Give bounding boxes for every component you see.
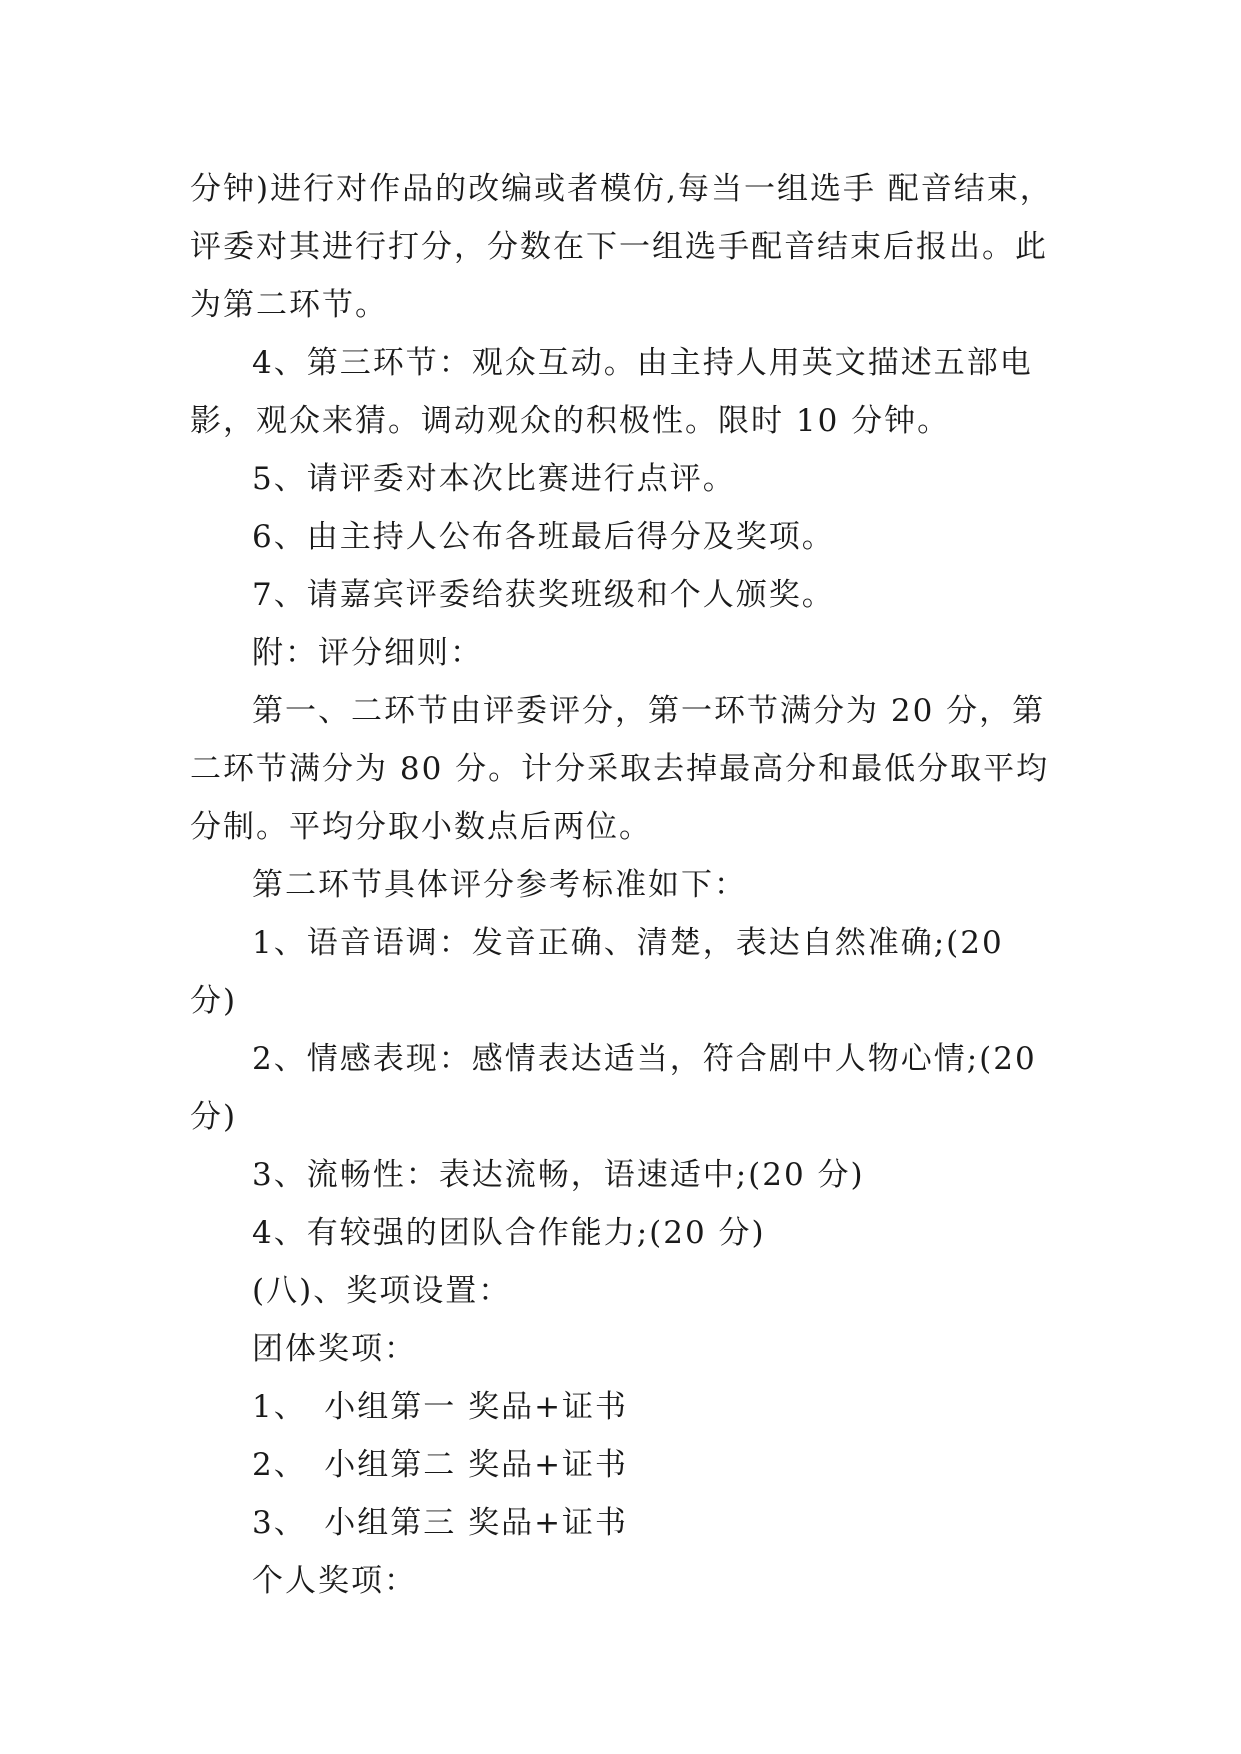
team-award-3: 3、 小组第三 奖品+证书 — [252, 1505, 629, 1541]
paragraph-item-7: 7、请嘉宾评委给获奖班级和个人颁奖。 — [252, 577, 835, 613]
criteria-heading: 第二环节具体评分参考标准如下： — [252, 867, 747, 903]
paragraph-item-5: 5、请评委对本次比赛进行点评。 — [252, 461, 736, 497]
team-award-1: 1、 小组第一 奖品+证书 — [252, 1389, 629, 1425]
paragraph-continuation: 分钟)进行对作品的改编或者模仿,每当一组选手 配音结束，评委对其进行打分，分数在下一组选手配音结束后报出。此为第二环节。 — [190, 171, 1053, 323]
team-award-2: 2、 小组第二 奖品+证书 — [252, 1447, 629, 1483]
criteria-item-4: 4、有较强的团队合作能力;(20 分) — [252, 1215, 766, 1251]
team-awards-heading: 团体奖项： — [252, 1331, 417, 1367]
individual-awards-heading: 个人奖项： — [252, 1563, 417, 1599]
criteria-item-3: 3、流畅性：表达流畅，语速适中;(20 分) — [252, 1157, 865, 1193]
criteria-item-2: 2、情感表现：感情表达适当，符合剧中人物心情;(20 分) — [190, 1041, 1037, 1135]
criteria-item-1: 1、语音语调：发音正确、清楚，表达自然准确;(20 分) — [190, 925, 1004, 1019]
scoring-rules-heading: 附：评分细则： — [252, 635, 483, 671]
paragraph-item-4: 4、第三环节：观众互动。由主持人用英文描述五部电影，观众来猜。调动观众的积极性。限时 10 分钟。 — [190, 345, 1033, 439]
awards-heading: (八)、奖项设置： — [252, 1273, 512, 1309]
paragraph-item-6: 6、由主持人公布各班最后得分及奖项。 — [252, 519, 835, 555]
document-body — [190, 160, 1060, 1610]
scoring-rules-paragraph: 第一、二环节由评委评分，第一环节满分为 20 分，第二环节满分为 80 分。计分采取去掉最高分和最低分取平均分制。平均分取小数点后两位。 — [190, 693, 1050, 845]
